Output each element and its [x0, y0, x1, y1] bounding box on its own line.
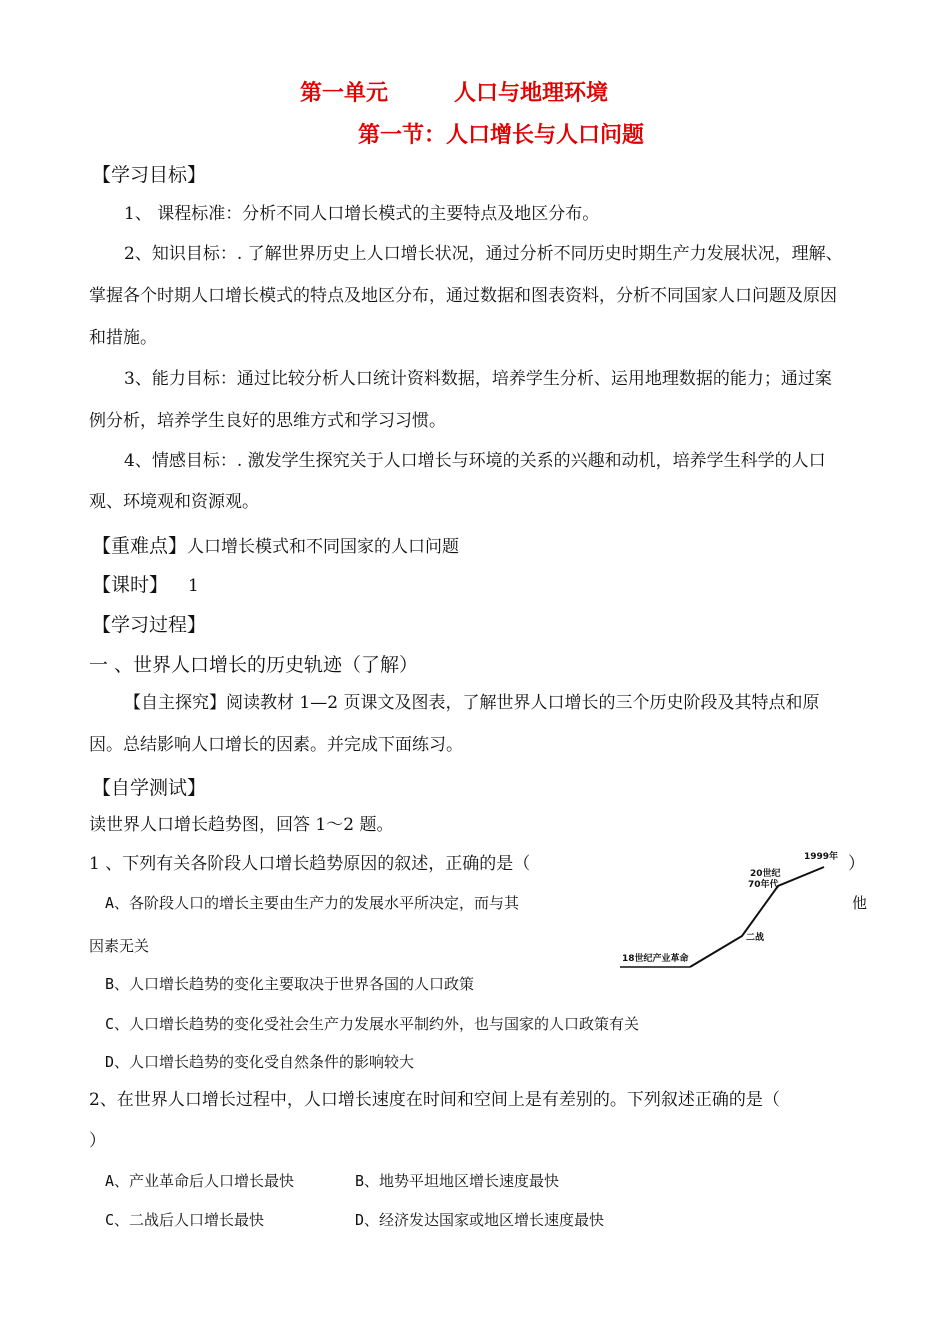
- section-title: 第一节：人口增长与人口问题: [358, 123, 645, 148]
- periods-line: [92, 570, 199, 597]
- q2-option-d: D、经济发达国家或地区增长速度最快: [355, 1211, 605, 1229]
- explore-line1: 【自主探究】阅读教材 1—2 页课文及图表，了解世界人口增长的三个历史阶段及其特点和原: [124, 693, 820, 713]
- label-1999: 1999年: [804, 852, 839, 862]
- q2-option-a: A、产业革命后人口增长最快: [105, 1172, 295, 1190]
- q2-stem: 2、在世界人口增长过程中，人口增长速度在时间和空间上是有差别的。下列叙述正确的是（: [89, 1090, 780, 1110]
- objective-2-line1: 2、知识目标：. 了解世界历史上人口增长状况，通过分析不同历史时期生产力发展状况，理解、: [124, 244, 843, 264]
- objectives-heading: 【学习目标】: [92, 164, 207, 186]
- explore-line2: 因。总结影响人口增长的因素。并完成下面练习。: [89, 735, 463, 755]
- periods-heading: 【课时】: [92, 574, 169, 596]
- label-1970s-line2: 70年代: [748, 880, 779, 890]
- process-heading: 【学习过程】: [92, 614, 207, 636]
- q1-stem: 1 、下列有关各阶段人口增长趋势原因的叙述，正确的是（: [89, 854, 531, 874]
- label-industrial-revolution: 18世纪产业革命: [622, 954, 689, 964]
- unit-title: 第一单元: [300, 81, 389, 106]
- objective-4-line1: 4、情感目标：. 激发学生探究关于人口增长与环境的关系的兴趣和动机，培养学生科学的人口: [124, 451, 826, 471]
- q1-option-a-line1: A、各阶段人口的增长主要由生产力的发展水平所决定，而与其: [105, 894, 520, 912]
- periods-value: 1: [188, 576, 199, 596]
- key-points-heading: 【重难点】: [92, 535, 188, 557]
- objective-2-line2: 掌握各个时期人口增长模式的特点及地区分布，通过数据和图表资料，分析不同国家人口问题及原因: [89, 286, 837, 306]
- q1-option-c: C、人口增长趋势的变化受社会生产力发展水平制约外，也与国家的人口政策有关: [105, 1015, 640, 1033]
- objective-4-line2: 观、环境观和资源观。: [89, 492, 259, 512]
- objective-3-line1: 3、能力目标：通过比较分析人口统计资料数据，培养学生分析、运用地理数据的能力；通过案: [124, 369, 832, 389]
- population-trend-figure: [612, 843, 842, 973]
- key-points-line: [92, 531, 459, 558]
- q1-option-d: D、人口增长趋势的变化受自然条件的影响较大: [105, 1053, 415, 1071]
- objective-2-line3: 和措施。: [89, 328, 157, 348]
- objective-3-line2: 例分析，培养学生良好的思维方式和学习习惯。: [89, 411, 446, 431]
- key-points-text: 人口增长模式和不同国家的人口问题: [187, 537, 460, 557]
- q1-option-a-tail: 他: [852, 894, 868, 912]
- q1-option-a-line2: 因素无关: [89, 937, 150, 955]
- q2-stem-end: ）: [89, 1131, 106, 1151]
- q2-option-b: B、地势平坦地区增长速度最快: [355, 1172, 560, 1190]
- part1-heading: 一 、世界人口增长的历史轨迹（了解）: [89, 654, 419, 676]
- unit-name: 人口与地理环境: [454, 81, 609, 106]
- self-test-intro: 读世界人口增长趋势图，回答 1～2 题。: [89, 815, 394, 835]
- self-test-heading: 【自学测试】: [92, 777, 207, 799]
- label-ww2: 二战: [746, 933, 765, 943]
- objective-1: 1、 课程标准：分析不同人口增长模式的主要特点及地区分布。: [124, 204, 600, 224]
- q1-option-b: B、人口增长趋势的变化主要取决于世界各国的人口政策: [105, 975, 475, 993]
- label-1970s-line1: 20世纪: [750, 869, 781, 879]
- q2-option-c: C、二战后人口增长最快: [105, 1211, 265, 1229]
- q1-stem-end: ）: [848, 854, 865, 874]
